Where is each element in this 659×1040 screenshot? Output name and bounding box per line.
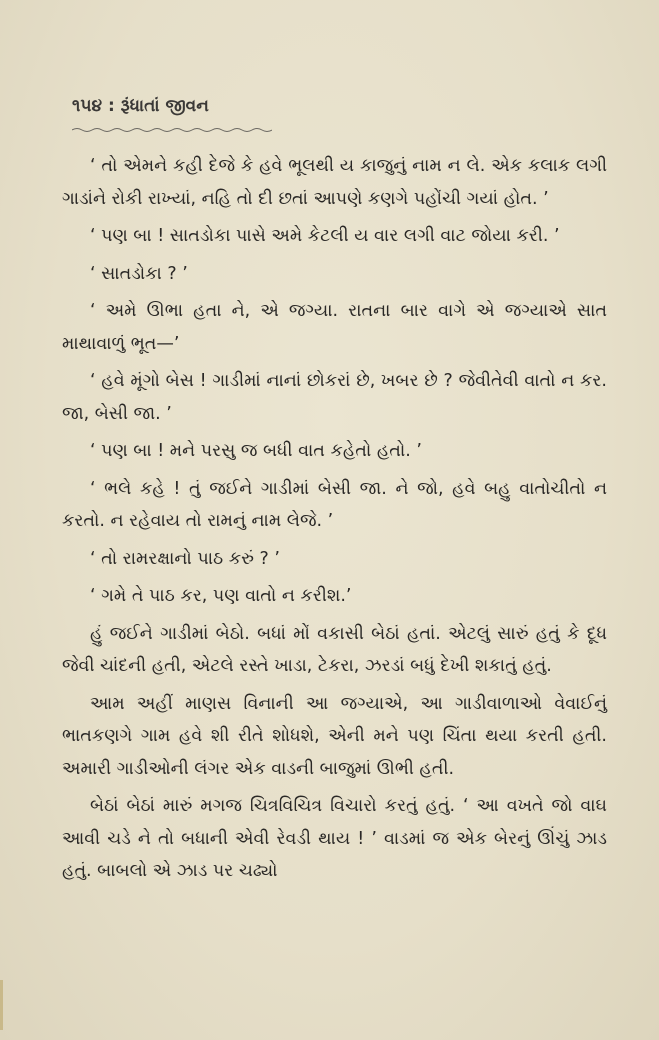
paragraph: ‘ સાતડોકા ? ’ bbox=[90, 263, 188, 284]
paragraph: ‘ પણ બા ! સાતડોકા પાસે અમે કેટલી ય વાર લગી વાટ જોયા કરી. ’ bbox=[90, 226, 560, 246]
body-text bbox=[62, 150, 607, 893]
running-head: ૧૫૪ : રૂંધાતાં જીવન bbox=[72, 96, 209, 116]
paragraph: આમ અહીં માણસ વિનાની આ જગ્યાએ, આ ગાડીવાળાઓ વેવાઈનું ભાતકણગે ગામ હવે શી રીતે શોધશે, એની મને પણ ચિંતા થયા કરતી હતી. અમારી ગાડીઓની લંગર એક વાડની બાજુમાં ઊભી હતી. bbox=[62, 693, 607, 779]
paragraph: ‘ તો રામરક્ષાનો પાઠ કરું ? ’ bbox=[90, 548, 280, 569]
paragraph: ‘ ભલે કહે ! તું જઈને ગાડીમાં બેસી જા. ને જો, હવે બહુ વાતોચીતો ન કરતો. ન રહેવાય તો રામનું નામ લેજે. ’ bbox=[62, 478, 607, 531]
paragraph: હું જઈને ગાડીમાં બેઠો. બધાં મોં વકાસી બેઠાં હતાં. એટલું સારું હતું કે દૂધ જેવી ચાંદની હતી, એટલે રસ્તે ખાડા, ટેકરા, ઝરડાં બધું દેખી શકાતું હતું. bbox=[62, 623, 607, 676]
paragraph: ‘ પણ બા ! મને પરસુ જ બધી વાત કહેતો હતો. ’ bbox=[90, 441, 422, 461]
paragraph: ‘ અમે ઊભા હતા ને, એ જગ્યા. રાતના બાર વાગે એ જગ્યાએ સાત માથાવાળું ભૂત—’ bbox=[62, 301, 607, 354]
paragraph: ‘ ગમે તે પાઠ કર, પણ વાતો ન કરીશ.’ bbox=[90, 586, 352, 606]
paragraph: ‘ હવે મૂંગો બેસ ! ગાડીમાં નાનાં છોકરાં છે, ખબર છે ? જેવીતેવી વાતો ન કર. જા, બેસી જા. ’ bbox=[62, 371, 607, 424]
paragraph: બેઠાં બેઠાં મારું મગજ ચિત્રવિચિત્ર વિચારો કરતું હતું. ‘ આ વખતે જો વાઘ આવી ચડે ને તો બધાની એવી રેવડી થાય ! ’ વાડમાં જ એક બેરનું ઊંચું ઝાડ હતું. બાબલો એ ઝાડ પર ચઢ્યો bbox=[62, 796, 607, 881]
page-edge-mark bbox=[0, 980, 3, 1030]
decorative-wavy-rule bbox=[72, 127, 272, 133]
paragraph: ‘ તો એમને કહી દેજે કે હવે ભૂલથી ય કાજુનું નામ ન લે. એક કલાક લગી ગાડાંને રોકી રાખ્યાં, નહિ તો દી છતાં આપણે કણગે પહોંચી ગયાં હોત. ’ bbox=[62, 156, 607, 209]
